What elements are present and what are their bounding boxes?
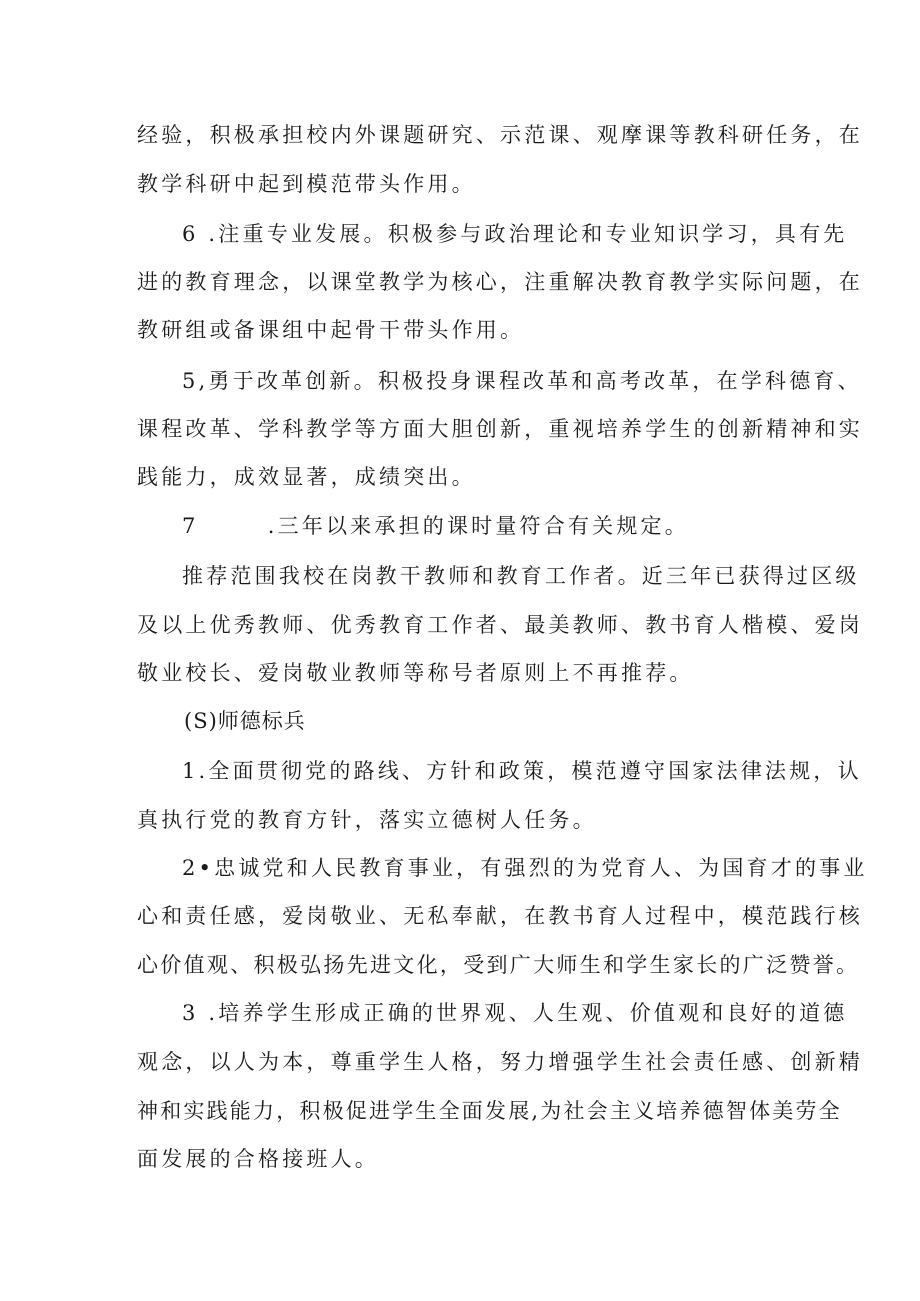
criteria-2-line: 2•忠诚党和人民教育事业，有强烈的为党育人、为国育才的事业 [182,856,868,880]
paragraph-line: 心和责任感，爱岗敬业、无私奉献，在教书育人过程中，模范践行核 [137,904,863,928]
paragraph-line: 面发展的合格接班人。 [137,1147,379,1171]
paragraph-line: 教研组或备课组中起骨干带头作用。 [137,318,525,342]
paragraph-line: 进的教育理念，以课堂教学为核心，注重解决教育教学实际问题，在 [137,270,863,294]
paragraph-line: 观念，以人为本，尊重学生人格，努力增强学生社会责任感、创新精 [137,1050,863,1074]
paragraph-line: 敬业校长、爱岗敬业教师等称号者原则上不再推荐。 [137,661,694,685]
criteria-1-line: 1.全面贯彻党的路线、方针和政策，模范遵守国家法律法规，认 [182,759,862,783]
paragraph-line: 心价值观、积极弘扬先进文化，受到广大师生和学生家长的广泛赞誉。 [137,953,860,977]
paragraph-line: 经验，积极承担校内外课题研究、示范课、观摩课等教科研任务，在 [137,123,863,147]
list-item-6-line: 6 .注重专业发展。积极参与政治理论和专业知识学习，具有先 [182,222,848,246]
paragraph-line: 真执行党的教育方针，落实立德树人任务。 [137,808,597,832]
paragraph-line: 推荐范围我校在岗教干教师和教育工作者。近三年已获得过区级 [182,564,860,588]
list-item-7-line: 7 .三年以来承担的课时量符合有关规定。 [182,514,689,538]
paragraph-line: 教学科研中起到模范带头作用。 [137,172,476,196]
paragraph-line: 神和实践能力，积极促进学生全面发展,为社会主义培养德智体美劳全 [137,1099,842,1123]
paragraph-line: 课程改革、学科教学等方面大胆创新，重视培养学生的创新精神和实 [137,417,863,441]
list-item-5-line: 5,勇于改革创新。积极投身课程改革和高考改革，在学科德育、 [182,369,862,393]
paragraph-line: 践能力，成效显著，成绩突出。 [137,465,476,489]
section-heading: (S)师德标兵 [184,709,306,733]
paragraph-line: 及以上优秀教师、优秀教育工作者、最美教师、教书育人楷模、爱岗 [137,613,863,637]
criteria-3-line: 3 .培养学生形成正确的世界观、人生观、价值观和良好的道德 [182,1001,848,1025]
